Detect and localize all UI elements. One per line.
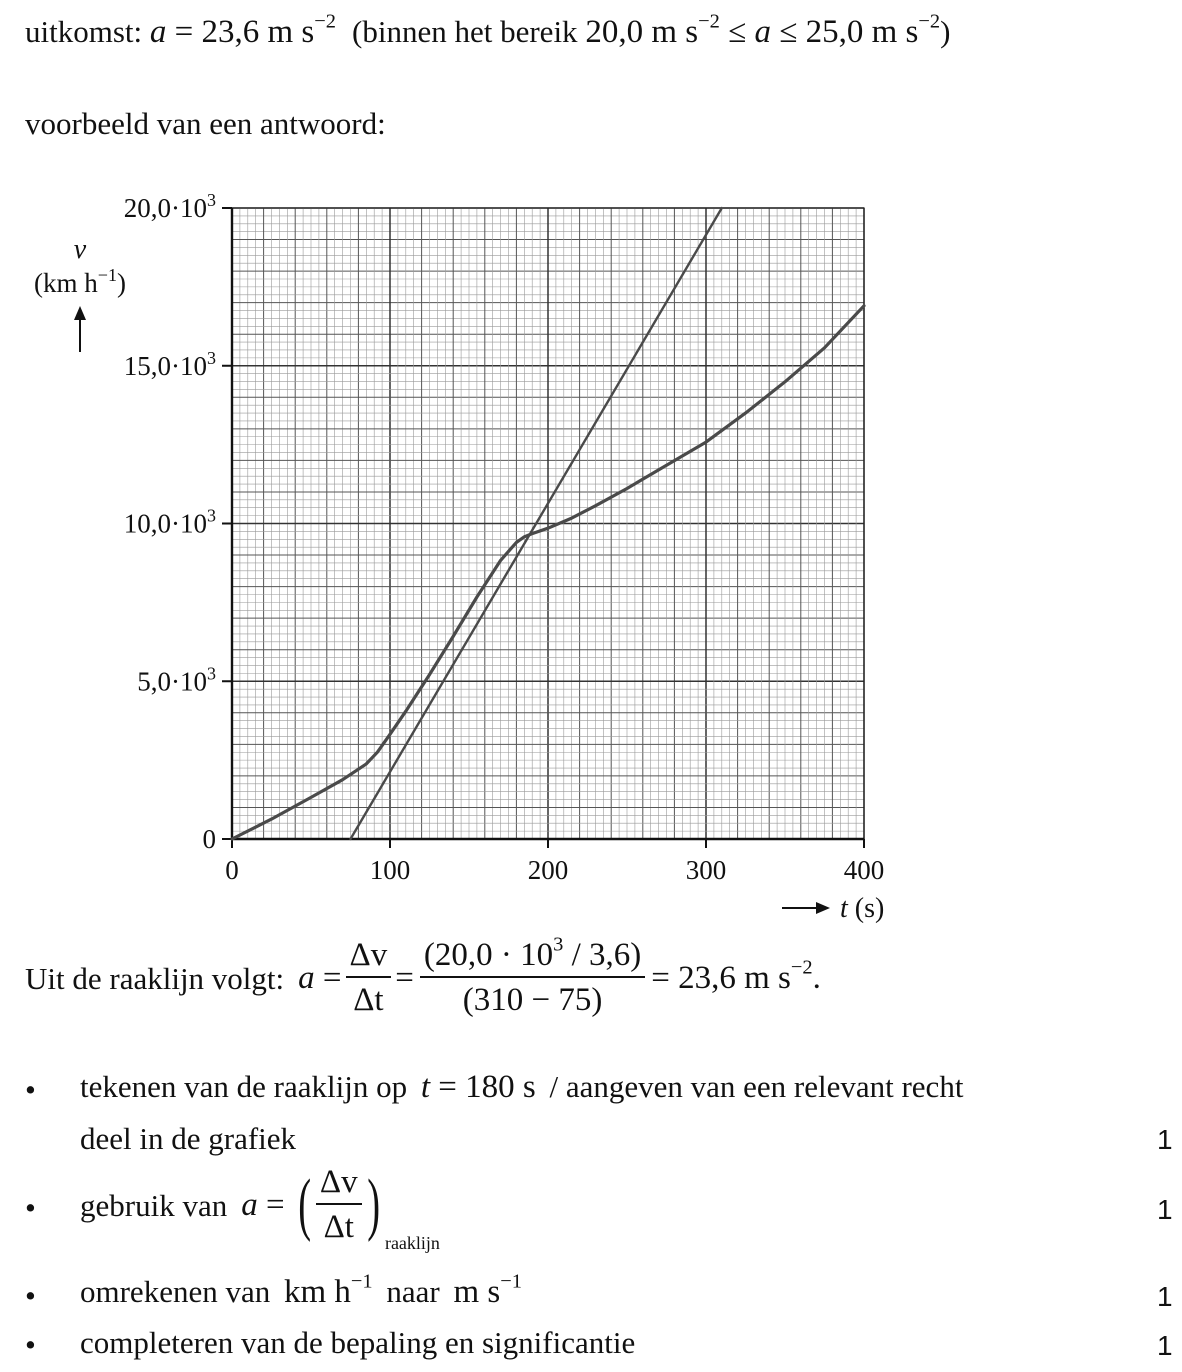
criterion-score: 1: [1157, 1330, 1173, 1361]
y-tick-label: $10,0\cdot 10^3$: [123, 505, 216, 539]
result-a-symbol: a: [149, 14, 167, 50]
y-axis-label-symbol: v: [73, 234, 87, 265]
example-heading: voorbeeld van een antwoord:: [25, 106, 386, 141]
criterion-bullet: •: [25, 1072, 36, 1107]
calculation-result: = 23,6 m $s^{-2}$.: [651, 956, 821, 996]
fraction-delta: $\frac{\Delta v}{\Delta t}$: [346, 939, 392, 1017]
x-tick-label: 100: [369, 855, 411, 885]
x-tick-label: 300: [685, 855, 727, 885]
criterion-score: 1: [1157, 1194, 1173, 1225]
x-axis-arrowhead-icon: [816, 902, 830, 914]
chart-grid: [232, 208, 864, 839]
y-tick-label: $15,0\cdot 10^3$: [123, 347, 216, 381]
paren-right: ): [366, 1166, 380, 1243]
result-label: uitkomst:: [25, 14, 143, 49]
criterion-text: omrekenen van km $h^{-1}$ naar m $s^{-1}$: [80, 1270, 523, 1310]
fraction-values: $\frac{(20,0 \cdot 10^3 / 3,6)}{(310 - 75)}$: [420, 939, 645, 1017]
criterion-text: gebruik van a = ( $\frac{\Delta v}{\Delta t}$ ) raaklijn: [80, 1164, 440, 1253]
calculation-intro: Uit de raaklijn volgt:: [25, 960, 285, 996]
x-tick-label: 200: [527, 855, 569, 885]
result-unit: m s: [267, 14, 315, 50]
criterion-text-continued: deel in de grafiek: [80, 1121, 297, 1156]
chart-labels: [34, 190, 884, 924]
result-range-open: (binnen het bereik: [352, 14, 578, 49]
criterion-text: completeren van de bepaling en significantie: [80, 1325, 636, 1360]
y-tick-label: $20,0\cdot 10^3$: [123, 190, 216, 223]
y-axis-label-unit: (km $h^{-1}$): [34, 265, 126, 298]
criterion-score: 1: [1157, 1124, 1173, 1155]
y-tick-label: 0: [202, 824, 216, 854]
result-value: 23,6: [201, 14, 260, 50]
criterion-bullet: •: [25, 1190, 36, 1225]
criterion-bullet: •: [25, 1278, 36, 1313]
criterion-text: tekenen van de raaklijn op t = 180 s / aangeven van een relevant recht: [80, 1069, 964, 1105]
x-axis-label: t (s): [840, 893, 885, 924]
x-tick-label: 0: [225, 855, 239, 885]
paren-left: (: [297, 1166, 311, 1243]
y-tick-label: $5,0\cdot 10^3$: [137, 663, 216, 697]
x-tick-label: 400: [843, 855, 885, 885]
y-axis-arrowhead-icon: [74, 306, 86, 320]
result-range: 20,0 m $s^{-2} \le a \le 25,0$ m $s^{-2}$: [585, 10, 941, 50]
raaklijn-subscript: raaklijn: [384, 1233, 440, 1253]
criterion-score: 1: [1157, 1281, 1173, 1312]
calculation-line: Uit de raaklijn volgt: a = $\frac{\Delta v}{\Delta t}$ = $\frac{(20,0 \cdot 10^3 / 3,6)}{(310 - 75)}$ = 23,6 m $s^{-2}$.: [25, 933, 821, 1018]
result-line: uitkomst: a = 23,6 m $s^{-2}$ (binnen het bereik 20,0 m $s^{-2} \le a \le 25,0$ m $s^{-2}$): [25, 10, 951, 50]
criterion-bullet: •: [25, 1327, 36, 1362]
